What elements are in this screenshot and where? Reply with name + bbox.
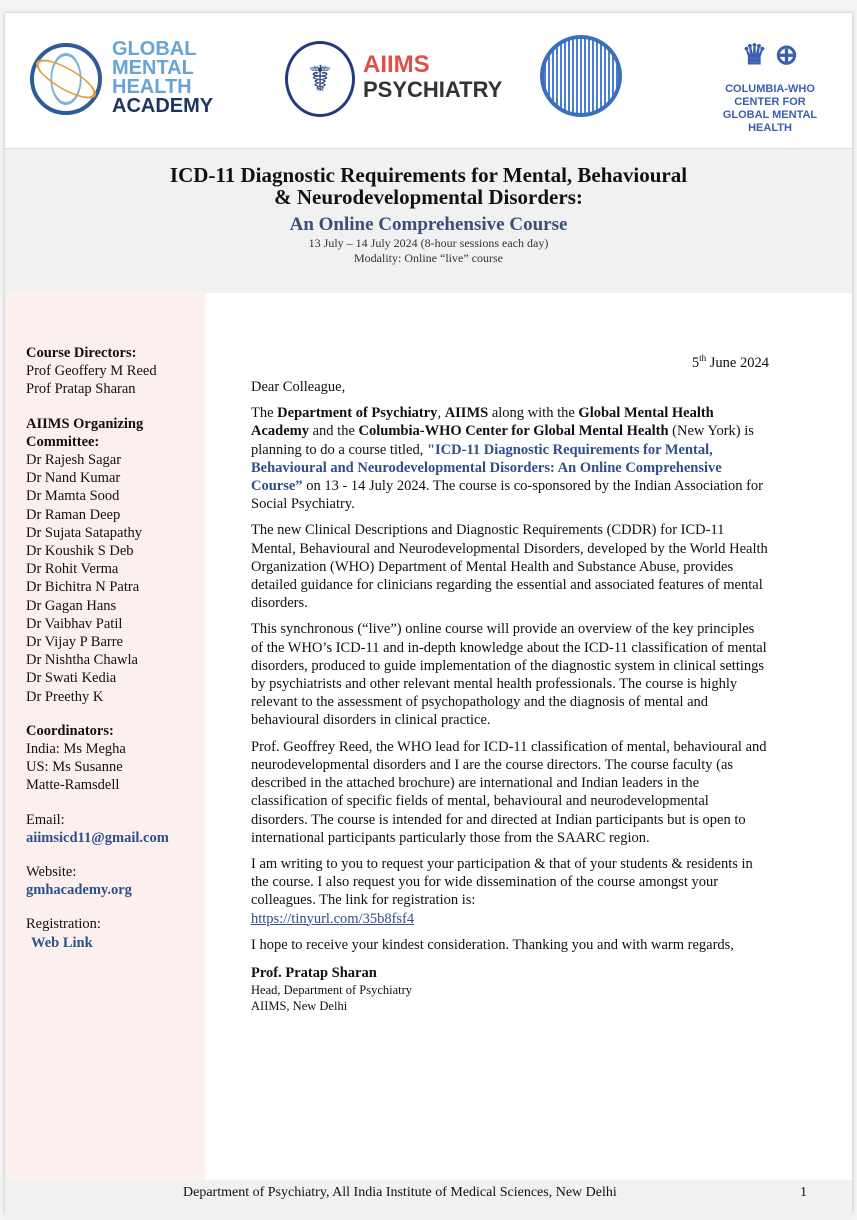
sidebar-person: Dr Bichitra N Patra — [26, 579, 140, 596]
logo-text: ACADEMY — [112, 95, 214, 117]
paragraph-5 — [251, 855, 769, 928]
sidebar — [5, 292, 205, 1180]
text-run: on 13 - 14 July 2024. The course is co-sponsored by the Indian Association for Social Psychiatry. — [251, 478, 764, 513]
paragraph-3: This synchronous (“live”) online course will provide an overview of the key principles of the WHO’s ICD-11 and in-depth knowledge about the ICD-11 classification of mental disorders, produced to guide implementation of the diagnostic system in clinical settings by psychiatrists and other relevant mental health professionals. The course is highly relevant to the assessment of psychopathology and the diagnosis of mental and behavioural disorders in clinical practice. — [251, 621, 767, 729]
paragraph-6: I hope to receive your kindest consideration. Thanking you and with warm regards, — [251, 936, 734, 953]
text-run: The — [251, 405, 278, 422]
sidebar-person: Matte-Ramsdell — [26, 777, 120, 794]
logo-text: COLUMBIA-WHO — [725, 83, 815, 95]
logo-text: GLOBAL — [112, 38, 197, 60]
gmha-logo — [30, 35, 250, 135]
sidebar-person: Dr Vaibhav Patil — [26, 615, 123, 632]
crown-who-icon: ♛ ⊕ — [741, 39, 799, 70]
footer-text: Department of Psychiatry, All India Institute of Medical Sciences, New Delhi — [183, 1185, 617, 1200]
page-number: 1 — [800, 1185, 807, 1200]
sidebar-person: Dr Raman Deep — [26, 506, 121, 523]
partner-name: Global Mental Health Academy — [251, 405, 714, 440]
logo-text: HEALTH — [112, 76, 192, 98]
sidebar-person: US: Ms Susanne — [26, 759, 123, 776]
sidebar-person: Dr Mamta Sood — [26, 488, 120, 505]
iasp-logo — [540, 35, 630, 135]
columbia-who-logo — [705, 35, 835, 135]
institute-name: AIIMS — [444, 405, 489, 422]
sidebar-person: Dr Nand Kumar — [26, 470, 121, 487]
coordinators-list — [26, 740, 205, 795]
signature-block — [251, 964, 769, 1014]
logo-text: AIIMS — [363, 51, 430, 78]
text-run: , — [437, 405, 445, 422]
date-month-year: June 2024 — [706, 354, 769, 371]
text-run: I am writing to you to request your participation & that of your students & residents in the course. I also request you for wide dissemination of the course amongst your colleagues. The link for registration is: — [251, 855, 753, 909]
sidebar-person: Prof Geoffery M Reed — [26, 363, 157, 380]
letter-body — [251, 292, 769, 1014]
signer-org: AIIMS, New Delhi — [251, 999, 348, 1014]
sidebar-person: Dr Nishtha Chawla — [26, 652, 138, 669]
directors-heading: Course Directors: — [26, 345, 137, 361]
paragraph-1 — [251, 404, 769, 513]
sidebar-person: Dr Swati Kedia — [26, 670, 117, 687]
logo-text: GLOBAL MENTAL HEALTH — [722, 109, 818, 134]
course-title — [5, 164, 852, 208]
paragraph-4: Prof. Geoffrey Reed, the WHO lead for ICD-11 classification of mental, behavioural and neurodevelopmental disorders and I are the course directors. The course faculty (as described in the attached brochure) are international and Indian leaders in the classification of specific fields of mental, behavioural and neurodevelopmental disorders. The course is intended for and directed at Indian participants but is open to international participants particularly those from the SAARC region. — [251, 738, 767, 846]
text-run: and the — [309, 423, 359, 440]
website-link[interactable]: gmhacademy.org — [26, 882, 132, 899]
page-footer — [5, 1180, 852, 1220]
course-title-line: & Neurodevelopmental Disorders: — [274, 185, 583, 209]
logo-text: MENTAL — [112, 57, 194, 79]
course-subtitle: An Online Comprehensive Course — [289, 214, 568, 235]
registration-label: Registration: — [26, 916, 101, 933]
signer-name: Prof. Pratap Sharan — [251, 964, 377, 981]
sidebar-person: Prof Pratap Sharan — [26, 381, 136, 398]
sidebar-person: Dr Gagan Hans — [26, 597, 117, 614]
date-suffix: th — [699, 353, 707, 363]
sidebar-person: Dr Rohit Verma — [26, 561, 119, 578]
date-day: 5 — [691, 354, 700, 371]
directors-list — [26, 362, 205, 398]
document-page — [5, 13, 852, 1213]
caduceus-seal-icon: ☤ — [285, 41, 355, 117]
website-label: Website: — [26, 864, 77, 881]
logo-text: PSYCHIATRY — [363, 77, 503, 102]
logo-text: CENTER FOR — [734, 96, 806, 108]
registration-link[interactable]: Web Link — [31, 934, 93, 951]
department-name: Department of Psychiatry — [277, 405, 438, 422]
committee-heading: AIIMS Organizing Committee: — [26, 415, 144, 450]
logo-header — [5, 13, 852, 148]
sidebar-person: Dr Vijay P Barre — [26, 634, 123, 651]
committee-list — [26, 451, 205, 706]
sidebar-person: Dr Sujata Satapathy — [26, 524, 142, 541]
india-map-icon — [540, 35, 622, 117]
email-label: Email: — [26, 811, 65, 828]
aiims-logo — [285, 35, 505, 135]
course-title-line: ICD-11 Diagnostic Requirements for Mental, Behavioural — [169, 163, 688, 187]
coordinators-heading: Coordinators: — [26, 722, 114, 739]
email-link[interactable]: aiimsicd11@gmail.com — [26, 829, 169, 846]
sidebar-person: Dr Preethy K — [26, 688, 104, 705]
text-run: along with the — [488, 405, 579, 422]
letter-date — [251, 349, 769, 372]
sidebar-person: India: Ms Megha — [26, 741, 126, 758]
sidebar-person: Dr Koushik S Deb — [26, 543, 134, 560]
title-band — [5, 148, 852, 293]
registration-url[interactable]: https://tinyurl.com/35b8fsf4 — [251, 910, 415, 927]
text-run: (New York) is planning to do a course titled, — [251, 423, 754, 458]
salutation: Dear Colleague, — [251, 379, 346, 396]
course-name: "ICD-11 Diagnostic Requirements for Mental, Behavioural and Neurodevelopmental Disorders: An Online Comprehensive Course” — [251, 441, 722, 495]
paragraph-2: The new Clinical Descriptions and Diagnostic Requirements (CDDR) for ICD-11 Mental, Behavioural and Neurodevelopmental Disorders, developed by the World Health Organization (WHO) Department of Mental Health and Substance Abuse, provides detailed guidance for clinicians regarding the essential and associated features of mental disorders. — [251, 522, 768, 612]
course-dates: 13 July – 14 July 2024 (8-hour sessions each day) — [308, 236, 549, 250]
globe-icon — [30, 43, 102, 115]
course-modality: Modality: Online “live” course — [354, 251, 503, 265]
sidebar-person: Dr Rajesh Sagar — [26, 452, 122, 469]
signer-title: Head, Department of Psychiatry — [251, 983, 413, 998]
partner-name: Columbia-WHO Center for Global Mental Health — [358, 423, 669, 440]
